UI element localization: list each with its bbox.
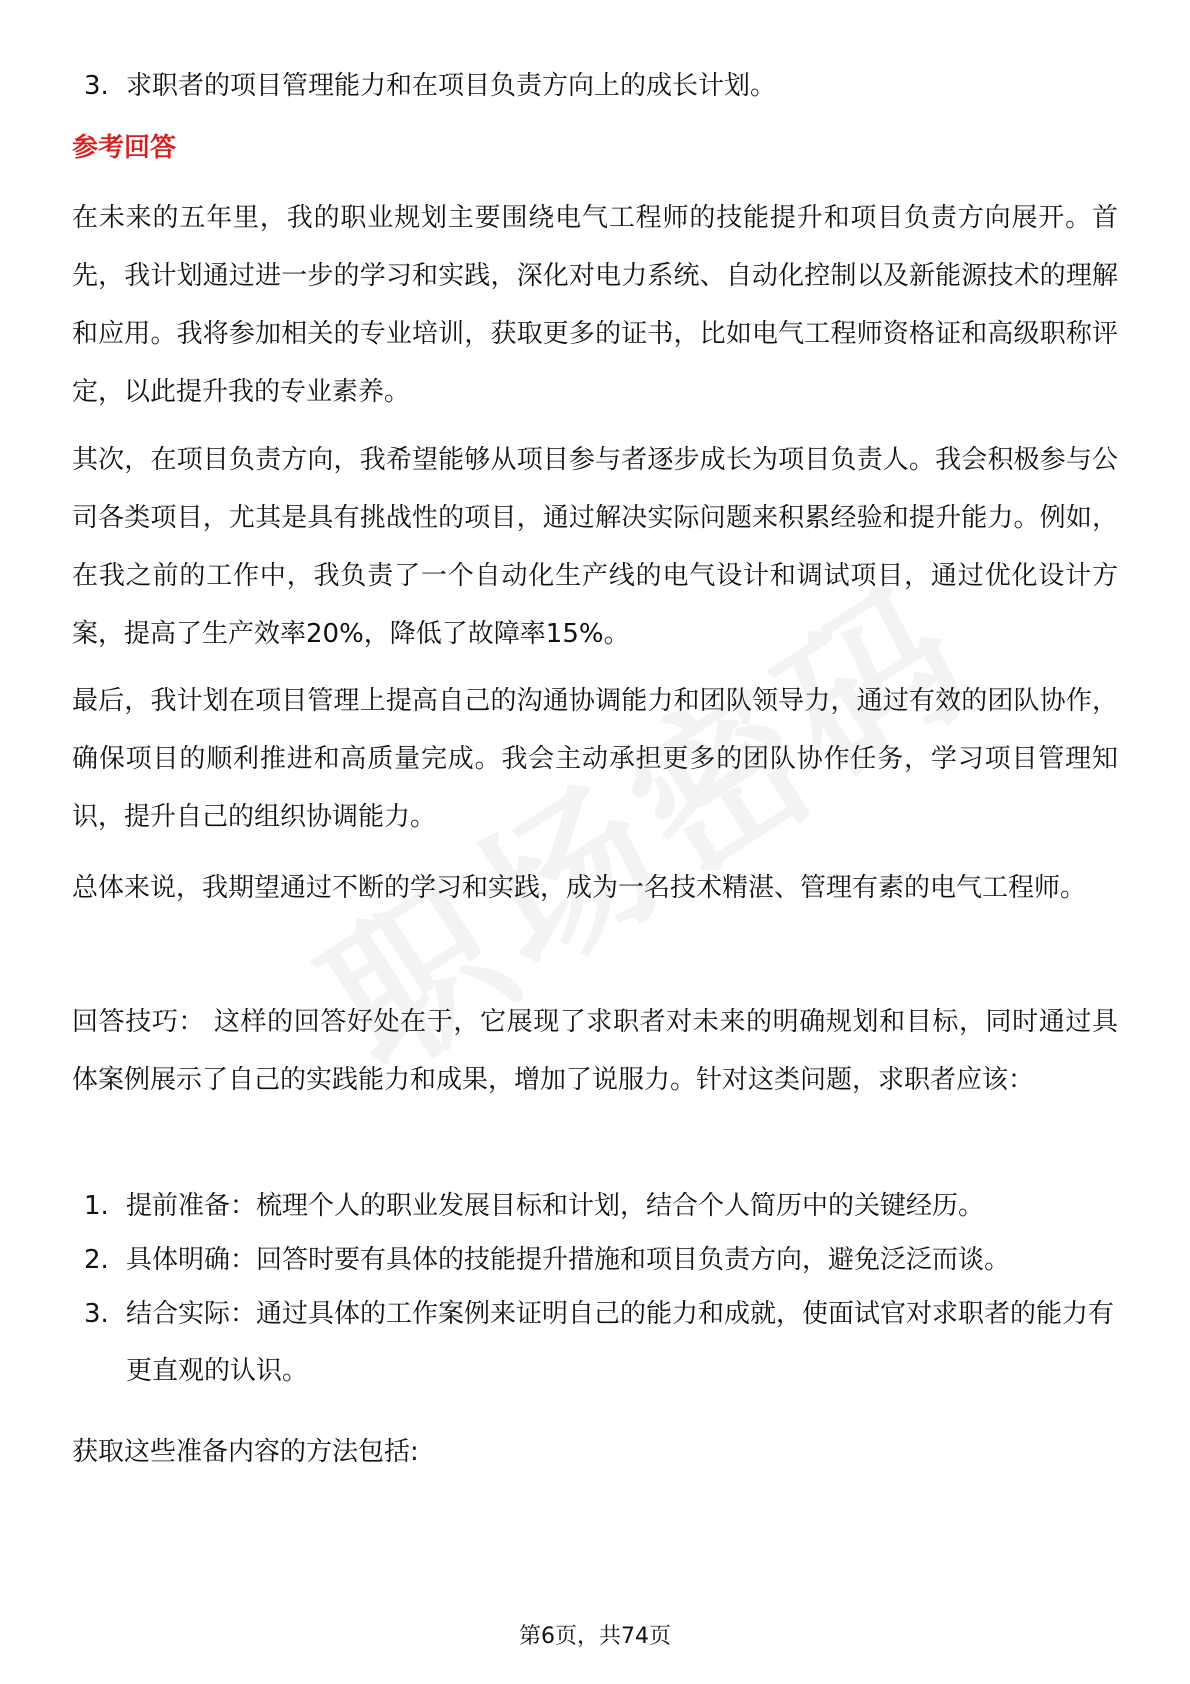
list-item-text: 提前准备：梳理个人的职业发展目标和计划，结合个人简历中的关键经历。 bbox=[126, 1191, 985, 1221]
answer-heading: 参考回答 bbox=[72, 133, 177, 163]
list-item bbox=[84, 58, 1118, 115]
list-item bbox=[84, 1232, 1118, 1289]
list-item bbox=[84, 1178, 1118, 1235]
list-item-text: 具体明确：回答时要有具体的技能提升措施和项目负责方向，避免泛泛而谈。 bbox=[126, 1245, 1011, 1275]
list-item-number: 3. bbox=[84, 71, 109, 101]
list-item-number: 2. bbox=[84, 1245, 109, 1275]
answer-paragraph-1: 在未来的五年里，我的职业规划主要围绕电气工程师的技能提升和项目负责方向展开。首先，我计划通过进一步的学习和实践，深化对电力系统、自动化控制以及新能源技术的理解和应用。我将参加相关的专业培训，获取更多的证书，比如电气工程师资格证和高级职称评定，以此提升我的专业素养。 bbox=[72, 203, 1118, 407]
list-item-number: 3. bbox=[84, 1299, 109, 1329]
answer-paragraph-3: 最后，我计划在项目管理上提高自己的沟通协调能力和团队领导力，通过有效的团队协作，确保项目的顺利推进和高质量完成。我会主动承担更多的团队协作任务，学习项目管理知识，提升自己的组织协调能力。 bbox=[72, 686, 1118, 832]
answer-paragraph-4: 总体来说，我期望通过不断的学习和实践，成为一名技术精湛、管理有素的电气工程师。 bbox=[72, 873, 1087, 903]
page-footer: 第6页，共74页 bbox=[519, 1624, 671, 1649]
tips-paragraph: 回答技巧： 这样的回答好处在于，它展现了求职者对未来的明确规划和目标，同时通过具体案例展示了自己的实践能力和成果，增加了说服力。针对这类问题，求职者应该： bbox=[72, 1007, 1118, 1095]
tips-closing: 获取这些准备内容的方法包括: bbox=[72, 1437, 419, 1467]
answer-paragraph-2: 其次，在项目负责方向，我希望能够从项目参与者逐步成长为项目负责人。我会积极参与公司各类项目，尤其是具有挑战性的项目，通过解决实际问题来积累经验和提升能力。例如，在我之前的工作中，我负责了一个自动化生产线的电气设计和调试项目，通过优化设计方案，提高了生产效率20%，降低了故障率15%。 bbox=[72, 445, 1118, 649]
list-item-text: 求职者的项目管理能力和在项目负责方向上的成长计划。 bbox=[126, 71, 777, 101]
list-item-text: 结合实际：通过具体的工作案例来证明自己的能力和成就，使面试官对求职者的能力有更直观的认识。 bbox=[126, 1299, 1115, 1386]
list-item-number: 1. bbox=[84, 1191, 109, 1221]
list-item bbox=[84, 1286, 1118, 1400]
